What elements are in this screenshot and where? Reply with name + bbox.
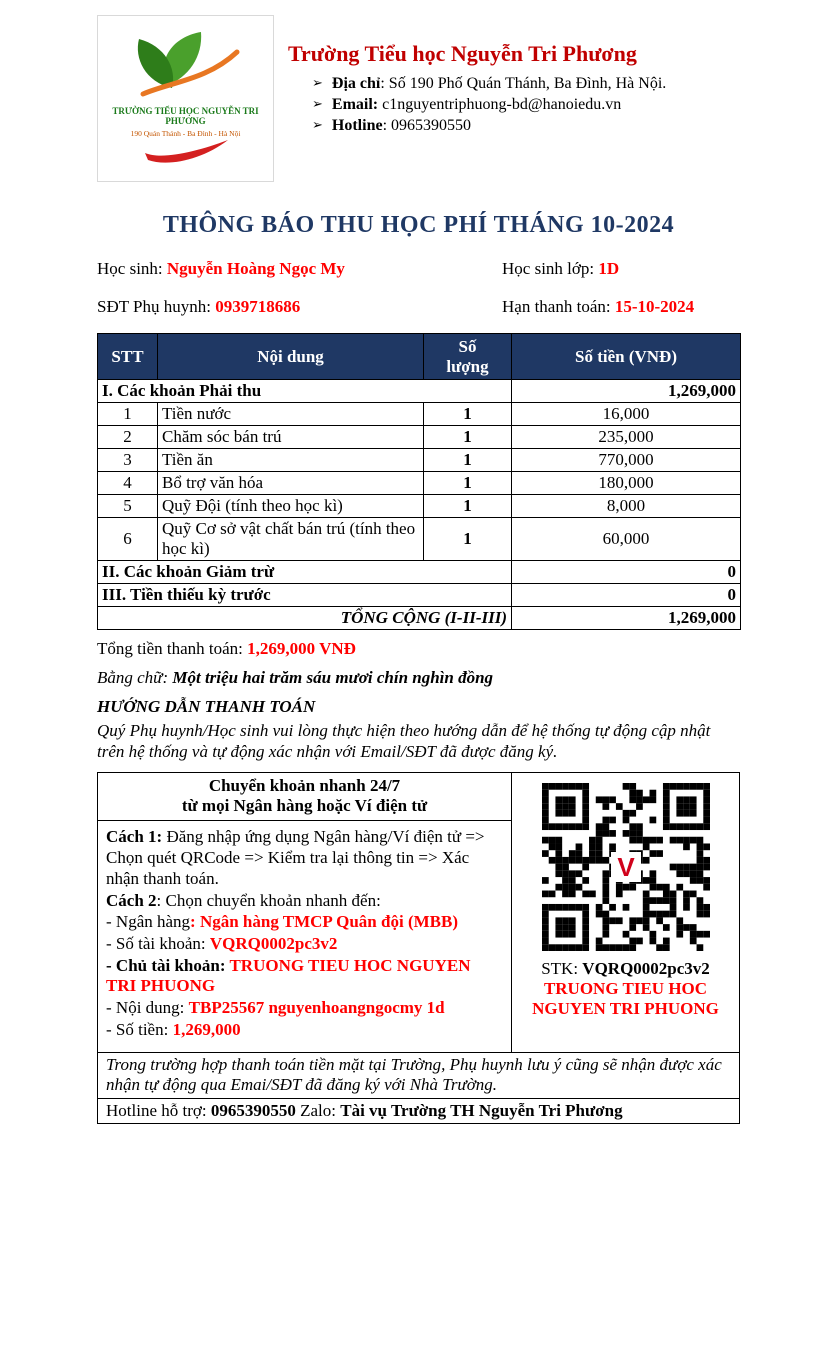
qr-account-number-line [512,959,739,979]
school-name: Trường Tiểu học Nguyễn Tri Phương [288,41,637,66]
transfer-amount-line [106,1020,503,1041]
section-row-receivables: I. Các khoản Phải thu 1,269,000 [98,380,741,403]
school-logo [97,15,274,182]
amount-in-words-line [97,668,740,688]
cash-payment-note: Trong trường hợp thanh toán tiền mặt tại Trường, Phụ huynh lưu ý cũng sẽ nhận được xác nhận tự động qua Emai/SĐT đã đăng ký với Nhà Trường. [98,1052,739,1098]
qr-code [542,783,710,951]
fee-row: 3 Tiền ăn 1 770,000 [98,449,741,472]
support-hotline-value: 0965390550 [210,1101,296,1121]
header-amount: Số tiền (VNĐ) [512,334,741,380]
qr-account-holder: TRUONG TIEU HOC NGUYEN TRI PHUONG [532,978,719,1018]
address-label: Địa chỉ [331,75,381,92]
method-1-line [106,827,503,889]
parent-phone-line [97,297,502,317]
email-value: c1nguyentriphuong-bd@hanoiedu.vn [378,96,622,113]
fee-row: 5 Quỹ Đội (tính theo học kì) 1 8,000 [98,495,741,518]
address-value: : Số 190 Phố Quán Thánh, Ba Đình, Hà Nội. [380,75,667,92]
transfer-memo-label: - Nội dung: [106,998,189,1018]
qr-account-number-value: VQRQ0002pc3v2 [582,958,710,978]
arrow-bullet-icon: ➢ [312,75,323,90]
due-date-label: Hạn thanh toán: [502,297,611,316]
table-header-row [98,334,741,380]
logo-leaves-icon [125,24,247,100]
bank-line [106,912,503,933]
transfer-memo-value: TBP25567 nguyenhoangngocmy 1d [188,998,445,1018]
transfer-title [98,773,512,822]
due-date-value: 15-10-2024 [614,297,695,316]
email-label: Email: [331,96,379,113]
header [97,15,740,182]
payment-box [97,772,740,1125]
hotline-label: Hotline [331,117,383,134]
method-1-label: Cách 1: [106,827,163,847]
student-name-line [97,259,502,279]
student-name-value: Nguyễn Hoàng Ngọc My [166,259,345,278]
transfer-amount-label: - Số tiền: [106,1019,173,1039]
fee-row: 1 Tiền nước 1 16,000 [98,403,741,426]
arrow-bullet-icon: ➢ [312,96,323,111]
transfer-amount-value: 1,269,000 [172,1019,241,1039]
bank-label: - Ngân hàng [106,912,191,932]
transfer-title-line2: từ mọi Ngân hàng hoặc Ví điện tử [181,795,428,815]
hotline-value: : 0965390550 [382,117,472,134]
arrow-bullet-icon: ➢ [312,117,323,132]
qr-panel [512,773,739,1052]
logo-school-name: TRƯỜNG TIỂU HỌC NGUYỄN TRI PHƯƠNG [112,106,259,126]
account-number-line [106,934,503,955]
fee-table [97,333,741,630]
header-content: Nội dung [158,334,424,380]
total-payment-line [97,639,740,659]
qr-account-number-label: STK: [541,958,583,978]
transfer-memo-line [106,998,503,1019]
svg-text:V: V [616,851,635,882]
contact-email-line [288,96,666,114]
transfer-instructions [98,821,512,1051]
logo-swoosh-icon [140,138,232,166]
fee-row: 2 Chăm sóc bán trú 1 235,000 [98,426,741,449]
payment-guide-note: Quý Phụ huynh/Học sinh vui lòng thực hiện theo hướng dẫn để hệ thống tự động cập nhật trên hệ thống và tự động xác nhận với Email/SĐT đã được đăng ký. [97,721,711,761]
header-quantity: Số lượng [424,334,512,380]
transfer-title-line1: Chuyển khoản nhanh 24/7 [208,775,401,795]
section-row-deductions: II. Các khoản Giảm trừ 0 [98,561,741,584]
account-holder-line [106,956,503,997]
due-date-line [502,297,697,317]
logo-address: 190 Quán Thánh - Ba Đình - Hà Nội [130,128,241,138]
account-holder-value: TRUONG TIEU HOC NGUYEN TRI PHUONG [106,955,471,996]
method-2-text: : Chọn chuyển khoản nhanh đến: [156,890,381,910]
student-class-label: Học sinh lớp: [502,259,595,278]
account-number-value: VQRQ0002pc3v2 [209,934,338,954]
student-info [97,259,740,317]
method-1-text: Đăng nhập ứng dụng Ngân hàng/Ví điện tử => Chọn quét QRCode => Kiểm tra lại thông tin => Xác nhận thanh toán. [106,827,485,888]
account-holder-label: - Chủ tài khoản: [106,955,230,975]
amount-in-words-value: Một triệu hai trăm sáu mươi chín nghìn đồng [172,668,494,688]
parent-phone-value: 0939718686 [215,297,301,316]
zalo-value: Tài vụ Trường TH Nguyễn Tri Phương [340,1101,623,1121]
contact-address-line [288,75,666,93]
contact-hotline-line [288,117,666,135]
method-2-label: Cách 2 [106,890,157,910]
fee-notice-document [97,0,740,1124]
payment-guide-title: HƯỚNG DẪN THANH TOÁN [97,697,316,717]
document-title: THÔNG BÁO THU HỌC PHÍ THÁNG 10-2024 [162,212,675,238]
fee-row: 6 Quỹ Cơ sở vật chất bán trú (tính theo học kì) 1 60,000 [98,518,741,561]
support-hotline-label: Hotline hỗ trợ: [106,1101,211,1121]
school-info [288,15,666,182]
zalo-label: Zalo: [295,1101,341,1121]
amount-in-words-label: Bằng chữ: [97,668,169,688]
student-class-line [502,259,740,279]
total-payment-value: 1,269,000 VNĐ [247,639,356,659]
student-class-value: 1D [598,259,620,278]
total-row: TỔNG CỘNG (I-II-III) 1,269,000 [98,607,741,630]
total-payment-label: Tổng tiền thanh toán: [97,639,243,659]
fee-row: 4 Bổ trợ văn hóa 1 180,000 [98,472,741,495]
support-hotline-line [98,1098,739,1123]
header-stt: STT [98,334,158,380]
account-number-label: - Số tài khoản: [106,934,210,954]
student-name-label: Học sinh: [97,259,163,278]
bank-value: : Ngân hàng TMCP Quân đội (MBB) [190,912,458,932]
section-row-previous-balance: III. Tiền thiếu kỳ trước 0 [98,584,741,607]
method-2-line [106,891,503,912]
parent-phone-label: SĐT Phụ huynh: [97,297,211,316]
